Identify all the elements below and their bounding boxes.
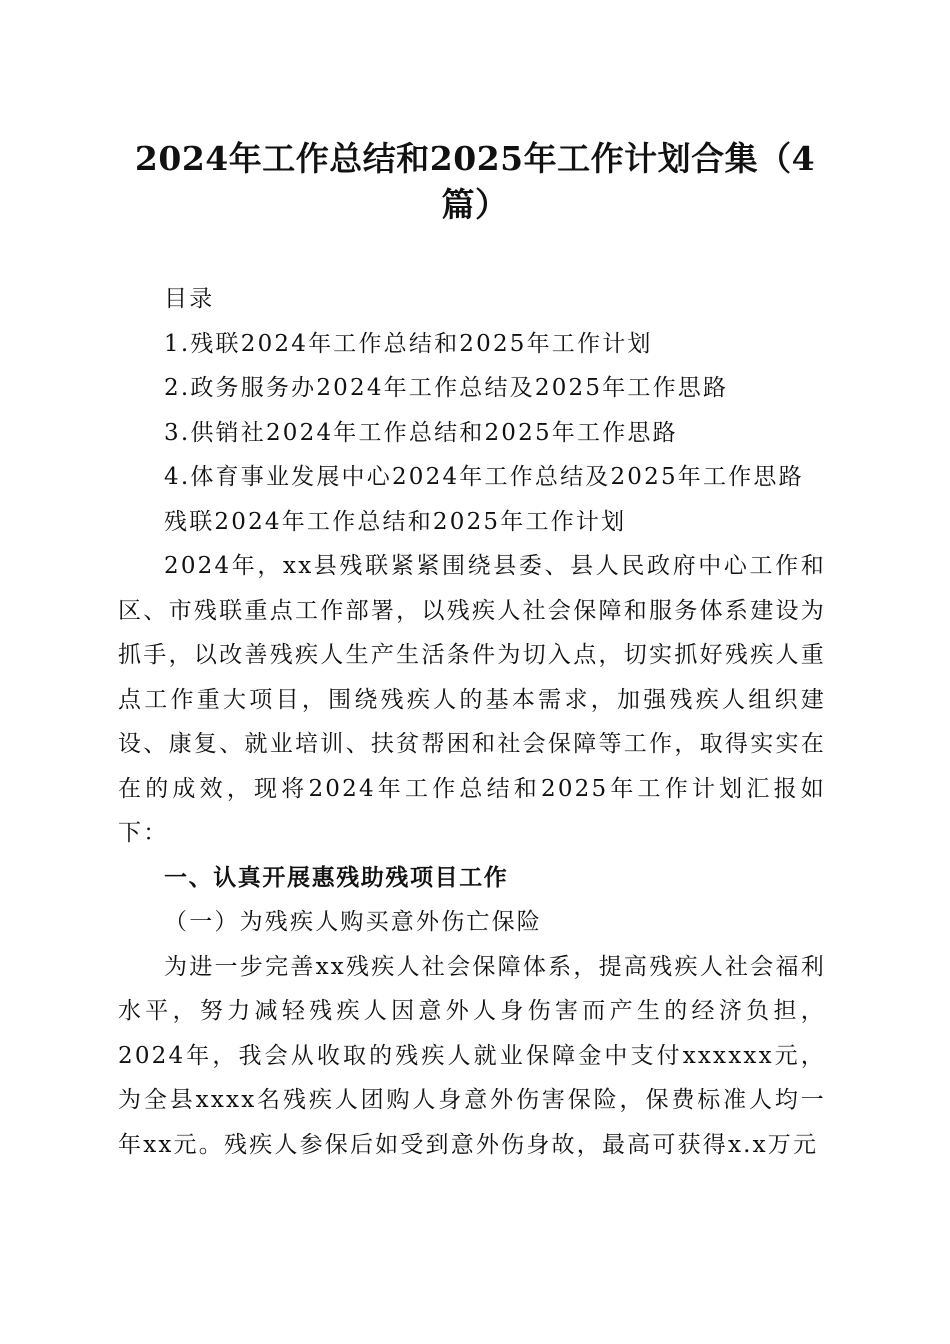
body-paragraph: 为进一步完善xx残疾人社会保障体系，提高残疾人社会福利水平，努力减轻残疾人因意外人身伤害而产生的经济负担，2024年，我会从收取的残疾人就业保障金中支付xxxxxx元，为全县xxxx名残疾人团购人身意外伤害保险，保费标准人均一年xx元。残疾人参保后如受到意外伤身故，最高可获得x.x万元 <box>118 953 826 1158</box>
toc-item: 4.体育事业发展中心2024年工作总结及2025年工作思路 <box>164 464 804 490</box>
toc-item: 2.政务服务办2024年工作总结及2025年工作思路 <box>164 375 729 401</box>
section-heading: 一、认真开展惠残助残项目工作 <box>164 864 509 891</box>
toc-heading: 目录 <box>164 286 215 312</box>
document-body <box>118 277 826 1167</box>
toc-item: 1.残联2024年工作总结和2025年工作计划 <box>164 330 653 357</box>
article-title: 残联2024年工作总结和2025年工作计划 <box>164 508 627 535</box>
intro-paragraph: 2024年，xx县残联紧紧围绕县委、县人民政府中心工作和区、市残联重点工作部署，以残疾人社会保障和服务体系建设为抓手，以改善残疾人生产生活条件为切入点，切实抓好残疾人重点工作重大项目，围绕残疾人的基本需求，加强残疾人组织建设、康复、就业培训、扶贫帮困和社会保障等工作，取得实实在在的成效，现将2024年工作总结和2025年工作计划汇报如下： <box>118 553 826 846</box>
document-title: 2024年工作总结和2025年工作计划合集（4篇） <box>134 139 816 224</box>
subsection-heading: （一）为残疾人购买意外伤亡保险 <box>164 909 542 935</box>
toc-item: 3.供销社2024年工作总结和2025年工作思路 <box>164 419 678 446</box>
